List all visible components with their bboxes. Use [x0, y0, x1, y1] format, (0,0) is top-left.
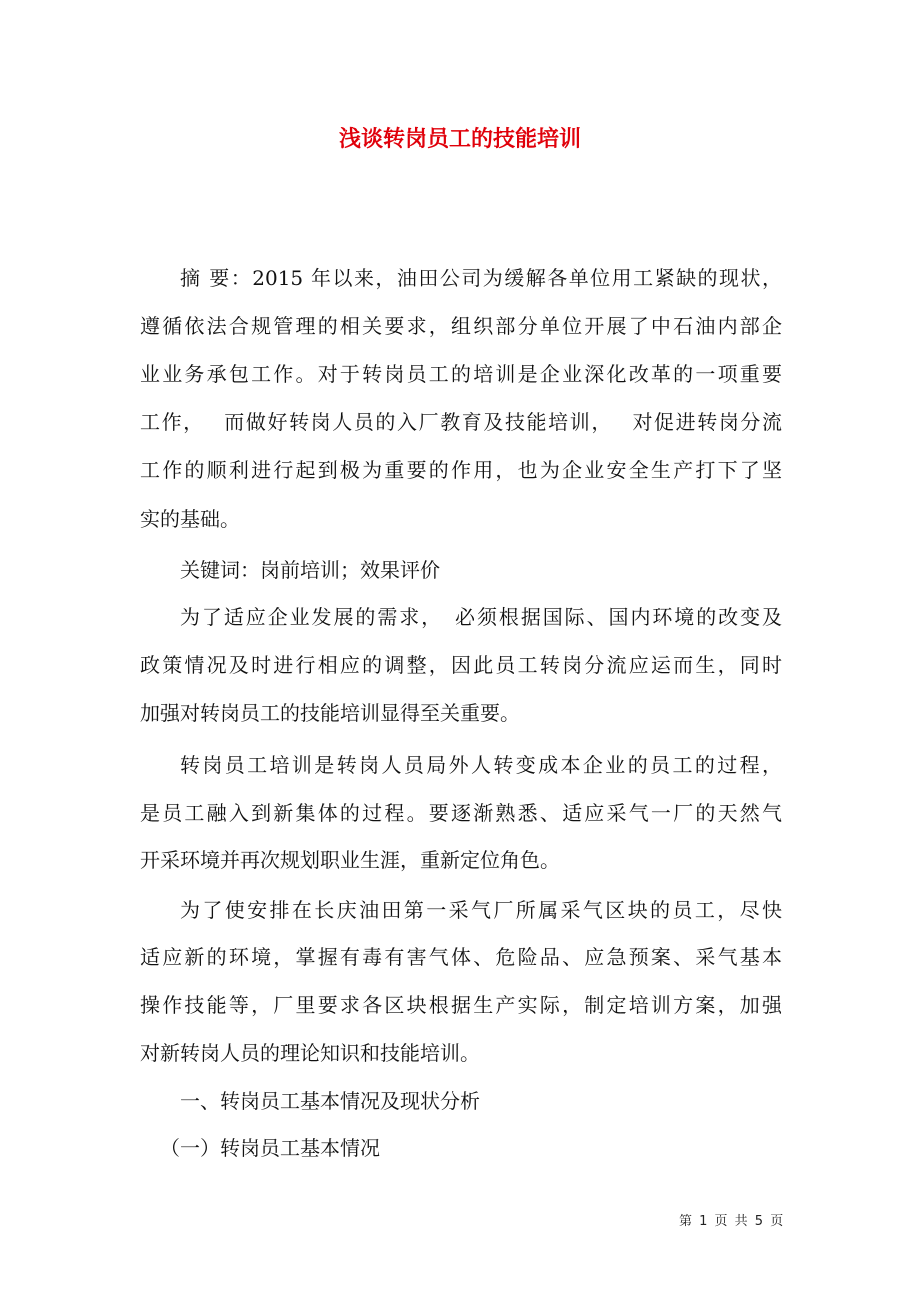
paragraph-line: 适应新的环境，掌握有毒有害气体、危险品、应急预案、采气基本 [140, 945, 782, 969]
paragraph-line: 对新转岗人员的理论知识和技能培训。 [140, 1041, 480, 1065]
paragraph-line: 为了适应企业发展的需求， 必须根据国际、国内环境的改变及 [180, 605, 782, 629]
document-title: 浅谈转岗员工的技能培训 [338, 126, 581, 152]
paragraph-line: 为了使安排在长庆油田第一采气厂所属采气区块的员工，尽快 [180, 898, 782, 922]
paragraph-line: 政策情况及时进行相应的调整，因此员工转岗分流应运而生，同时 [140, 653, 782, 677]
paragraph-line: 是员工融入到新集体的过程。要逐渐熟悉、适应采气一厂的天然气 [140, 801, 782, 825]
paragraph-line: 转岗员工培训是转岗人员局外人转变成本企业的员工的过程， [180, 753, 782, 777]
page-number: 第 1 页 共 5 页 [679, 1214, 784, 1229]
keywords: 关键词：岗前培训；效果评价 [180, 558, 440, 582]
paragraph-line: 开采环境并再次规划职业生涯，重新定位角色。 [140, 848, 560, 872]
abstract-line: 遵循依法合规管理的相关要求，组织部分单位开展了中石油内部企 [140, 314, 782, 338]
abstract-line: 摘 要：2015 年以来，油田公司为缓解各单位用工紧缺的现状， [180, 266, 782, 290]
paragraph-line: 操作技能等，厂里要求各区块根据生产实际，制定培训方案，加强 [140, 993, 782, 1017]
abstract-line: 工作的顺利进行起到极为重要的作用，也为企业安全生产打下了坚 [140, 458, 782, 482]
section-heading: 一、转岗员工基本情况及现状分析 [180, 1089, 480, 1113]
subsection-heading: （一）转岗员工基本情况 [160, 1136, 380, 1160]
abstract-line: 实的基础。 [140, 507, 240, 531]
paragraph-line: 加强对转岗员工的技能培训显得至关重要。 [140, 701, 520, 725]
abstract-line: 工作， 而做好转岗人员的入厂教育及技能培训， 对促进转岗分流 [140, 410, 782, 434]
abstract-line: 业业务承包工作。对于转岗员工的培训是企业深化改革的一项重要 [140, 362, 782, 386]
